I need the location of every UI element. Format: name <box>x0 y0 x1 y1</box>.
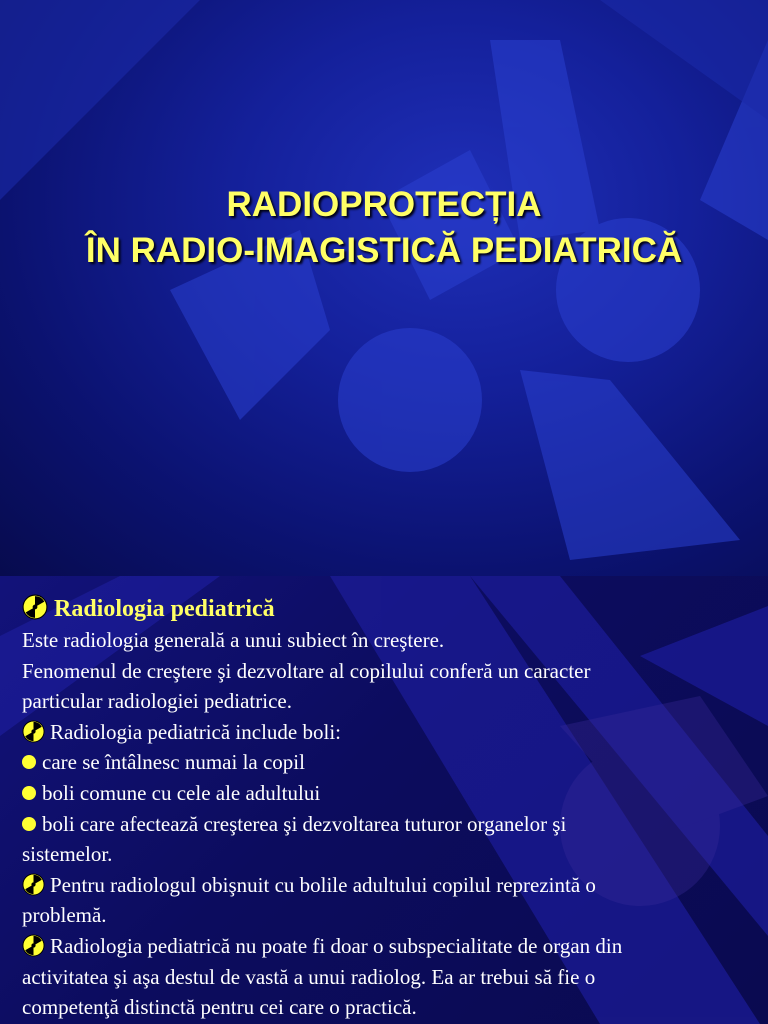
paragraph-4-line-2: problemă. <box>22 903 107 928</box>
bullet-2 <box>22 778 762 809</box>
paragraph-4-line-1 <box>22 870 762 901</box>
content-slide <box>0 576 768 1024</box>
radiation-icon <box>22 873 45 896</box>
slide-title <box>0 182 768 274</box>
bullet-1 <box>22 747 762 778</box>
paragraph-3 <box>22 717 762 748</box>
radiation-icon <box>22 720 45 743</box>
bullet-2-text: boli comune cu cele ale adultului <box>42 780 321 805</box>
yellow-dot-icon <box>22 755 36 769</box>
bullet-3-line-2: sistemelor. <box>22 842 113 867</box>
paragraph-2-line-2: particular radiologiei pediatrice. <box>22 689 292 714</box>
content-text <box>22 593 762 1023</box>
section-heading <box>22 593 762 625</box>
bullet-3-text: boli care afectează creşterea şi dezvoltarea tuturor organelor şi <box>42 811 567 836</box>
paragraph-2-line-1: Fenomenul de creştere şi dezvoltare al copilului conferă un caracter <box>22 658 591 683</box>
paragraph-1: Este radiologia generală a unui subiect în creştere. <box>22 628 445 652</box>
radiation-icon <box>22 934 45 957</box>
paragraph-5-line-2: activitatea şi aşa destul de vastă a unui radiolog. Ea ar trebui să fie o <box>22 964 596 989</box>
paragraph-4-text: Pentru radiologul obişnuit cu bolile adultului copilul reprezintă o <box>50 872 596 897</box>
yellow-dot-icon <box>22 786 36 800</box>
title-line-1: RADIOPROTECȚIA <box>226 185 542 224</box>
bullet-3-line-1 <box>22 809 762 840</box>
paragraph-5-line-3: competenţă distinctă pentru cei care o practică. <box>22 995 417 1020</box>
paragraph-3-text: Radiologia pediatrică include boli: <box>50 719 341 744</box>
yellow-dot-icon <box>22 817 36 831</box>
title-line-2: ÎN RADIO-IMAGISTICĂ PEDIATRICĂ <box>85 231 683 270</box>
paragraph-5-text: Radiologia pediatrică nu poate fi doar o subspecialitate de organ din <box>50 933 623 958</box>
bullet-1-text: care se întâlnesc numai la copil <box>42 750 305 775</box>
paragraph-5-line-1 <box>22 931 762 962</box>
heading-text: Radiologia pediatrică <box>54 596 275 622</box>
radiation-icon <box>22 594 48 620</box>
